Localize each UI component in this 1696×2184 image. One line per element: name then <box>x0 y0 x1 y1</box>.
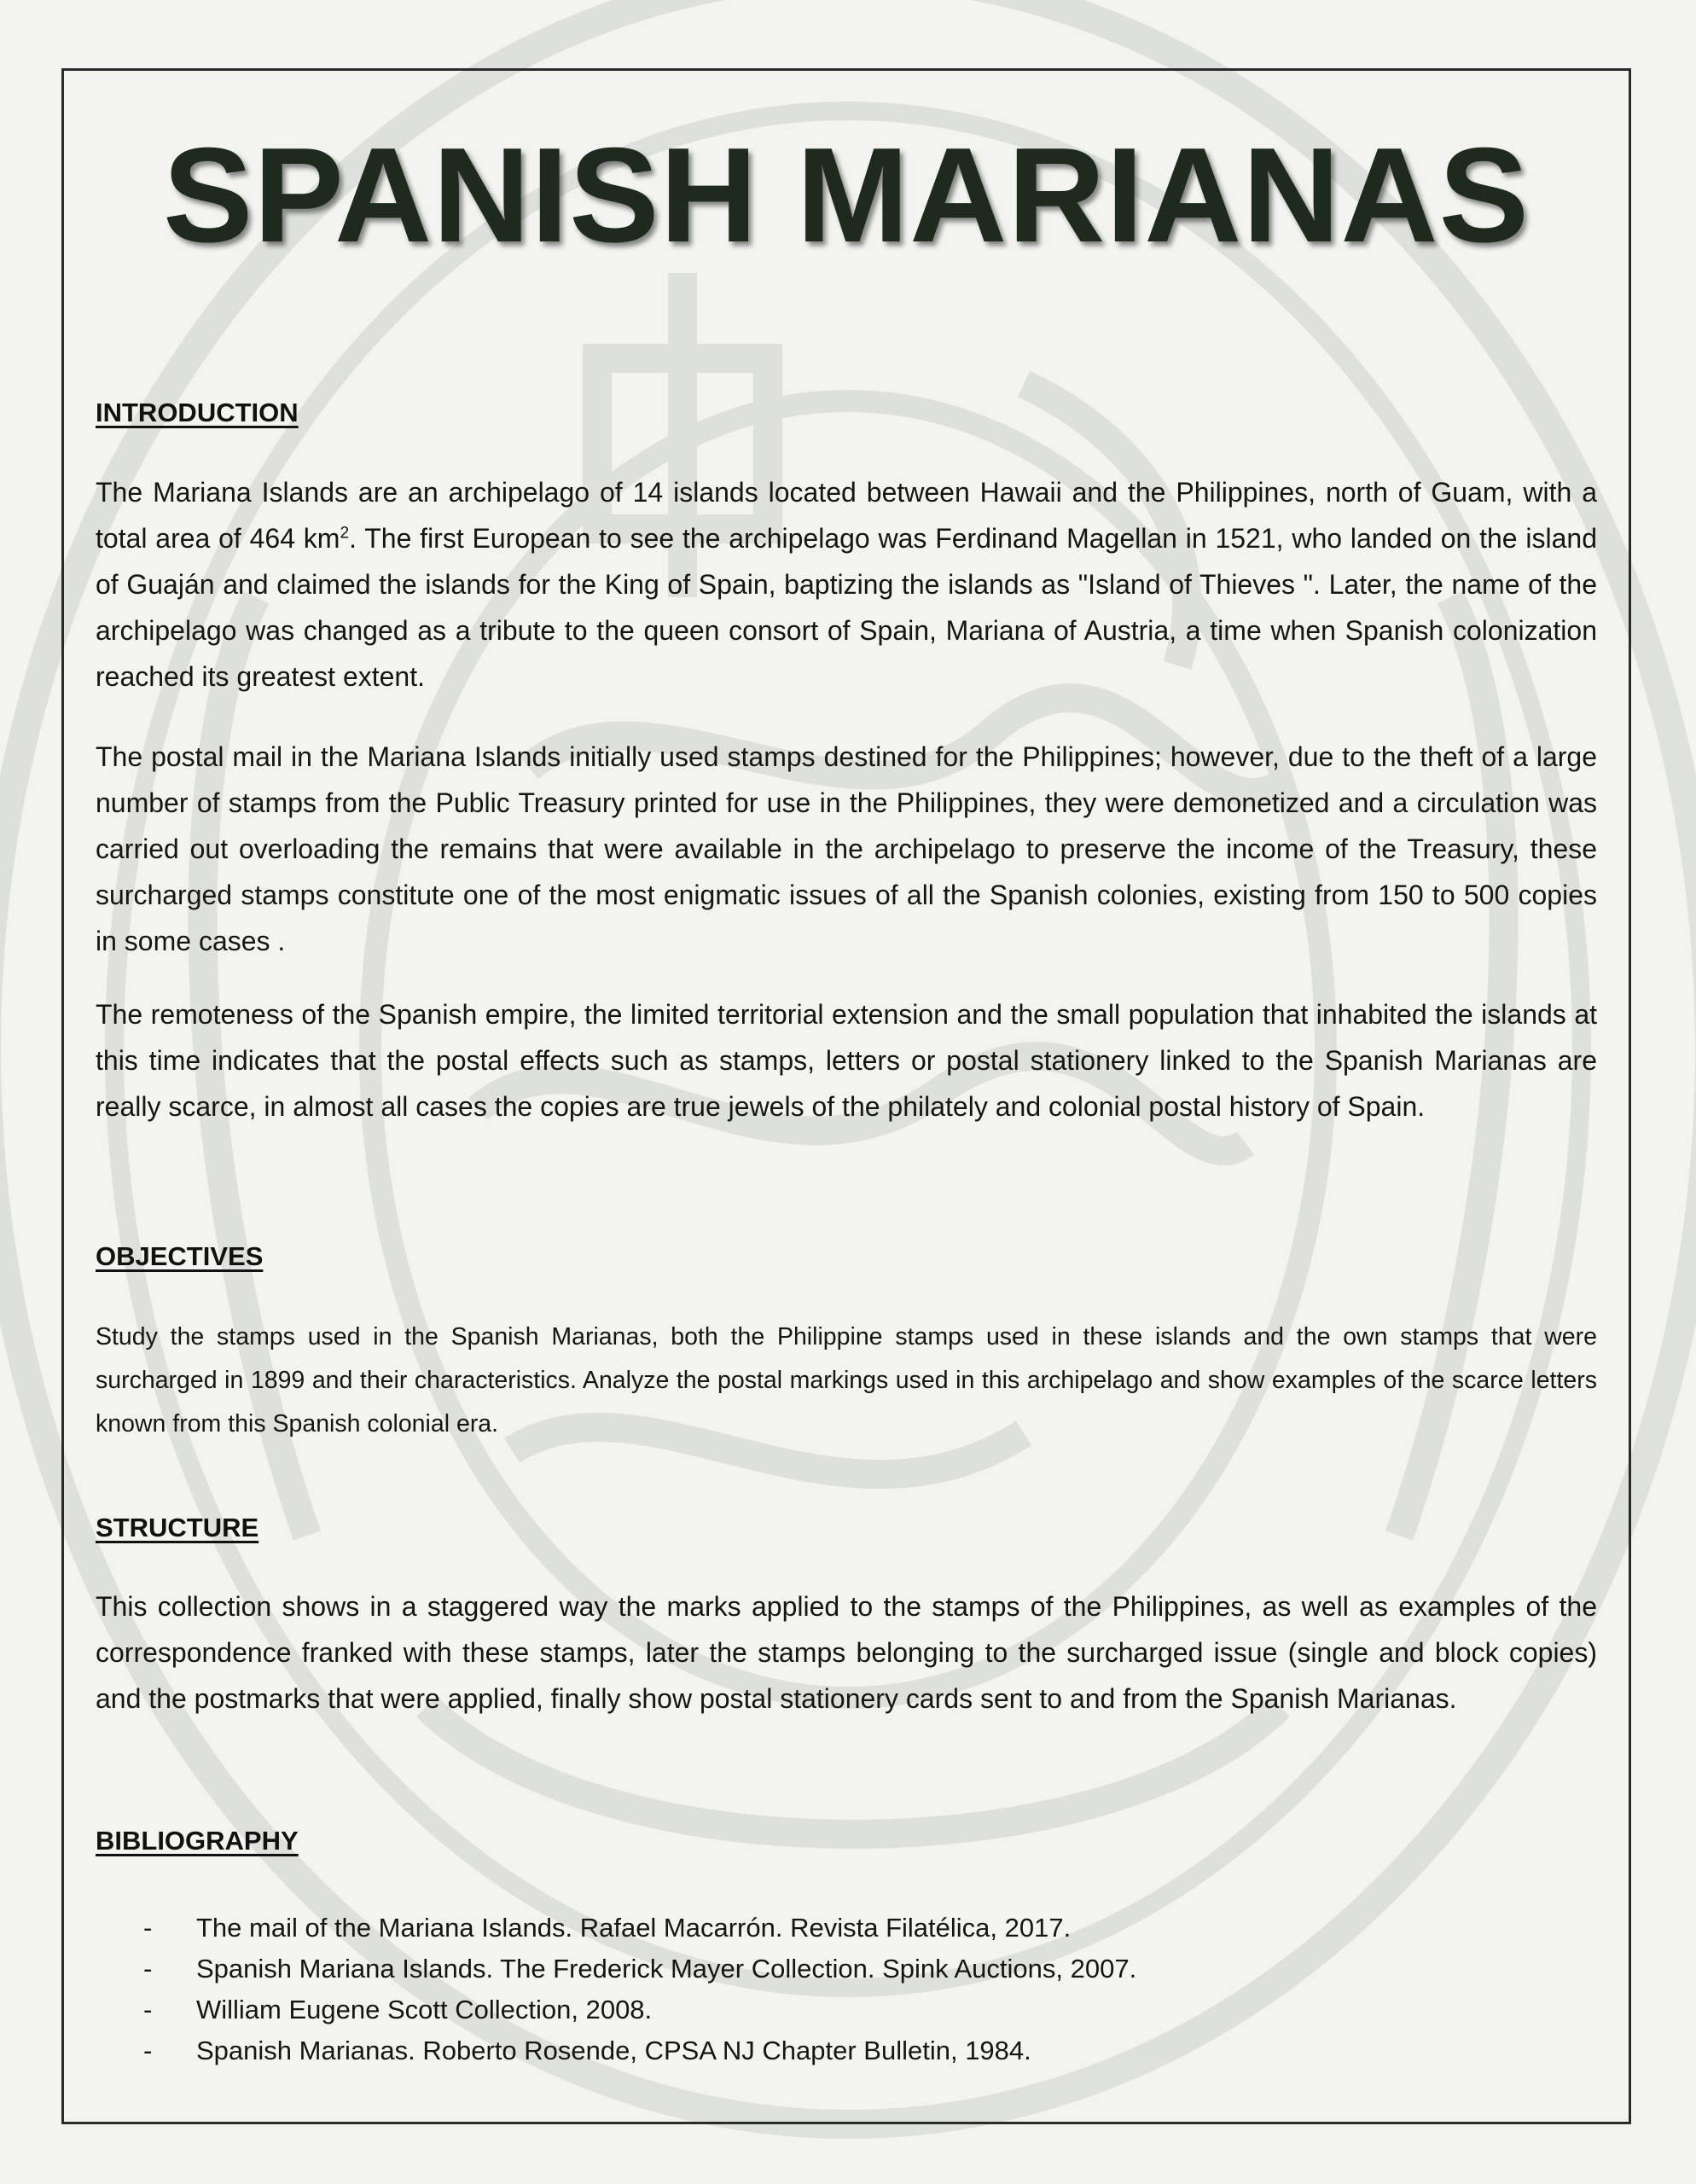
bibliography-item: - The mail of the Mariana Islands. Rafael Macarrón. Revista Filatélica, 2017. <box>143 1913 1072 1943</box>
heading-bibliography: BIBLIOGRAPHY <box>96 1826 299 1856</box>
heading-introduction: INTRODUCTION <box>96 398 299 427</box>
heading-structure: STRUCTURE <box>96 1513 259 1542</box>
introduction-paragraph-3: The remoteness of the Spanish empire, the limited territorial extension and the small population that inhabited the islands at this time indicates that the postal effects such as stamps, letters or postal stationery linked to the Spanish Marianas are really scarce, in almost all cases the copies are true jewels of the philately and colonial postal history of Spain. <box>96 999 1597 1122</box>
introduction-paragraph-1: The Mariana Islands are an archipelago of 14 islands located between Hawaii and the Philippines, north of Guam, with a total area of 464 $km^2$. The first European to see the archipelago was Ferdinand Magellan in 1521, who landed on the island of Guaján and claimed the islands for the King of Spain, baptizing the islands as "Island of Thieves ". Later, the name of the archipelago was changed as a tribute to the queen consort of Spain, Mariana of Austria, a time when Spanish colonization reached its greatest extent. <box>96 477 1597 692</box>
bibliography-list <box>143 1908 1136 2071</box>
bibliography-item: - William Eugene Scott Collection, 2008. <box>143 1995 653 2024</box>
bibliography-item: - Spanish Mariana Islands. The Frederick Mayer Collection. Spink Auctions, 2007. <box>143 1954 1137 1984</box>
superscript: 2 <box>340 524 350 543</box>
introduction-paragraph-2: The postal mail in the Mariana Islands initially used stamps destined for the Philippines; however, due to the theft of a large number of stamps from the Public Treasury printed for use in the Philippines, they were demonetized and a circulation was carried out overloading the remains that were available in the archipelago to preserve the income of the Treasury, these surcharged stamps constitute one of the most enigmatic issues of all the Spanish colonies, existing from 150 to 500 copies in some cases . <box>96 741 1597 956</box>
structure-paragraph: This collection shows in a staggered way the marks applied to the stamps of the Philippines, as well as examples of the correspondence franked with these stamps, later the stamps belonging to the surcharged issue (single and block copies) and the postmarks that were applied, finally show postal stationery cards sent to and from the Spanish Marianas. <box>96 1591 1597 1714</box>
bibliography-item: - Spanish Marianas. Roberto Rosende, CPSA NJ Chapter Bulletin, 1984. <box>143 2036 1031 2065</box>
page-title: SPANISH MARIANAS <box>163 120 1530 270</box>
heading-objectives: OBJECTIVES <box>96 1241 264 1271</box>
objectives-paragraph: Study the stamps used in the Spanish Marianas, both the Philippine stamps used in these islands and the own stamps that were surcharged in 1899 and their characteristics. Analyze the postal markings used in this archipelago and show examples of the scarce letters known from this Spanish colonial era. <box>96 1323 1597 1438</box>
